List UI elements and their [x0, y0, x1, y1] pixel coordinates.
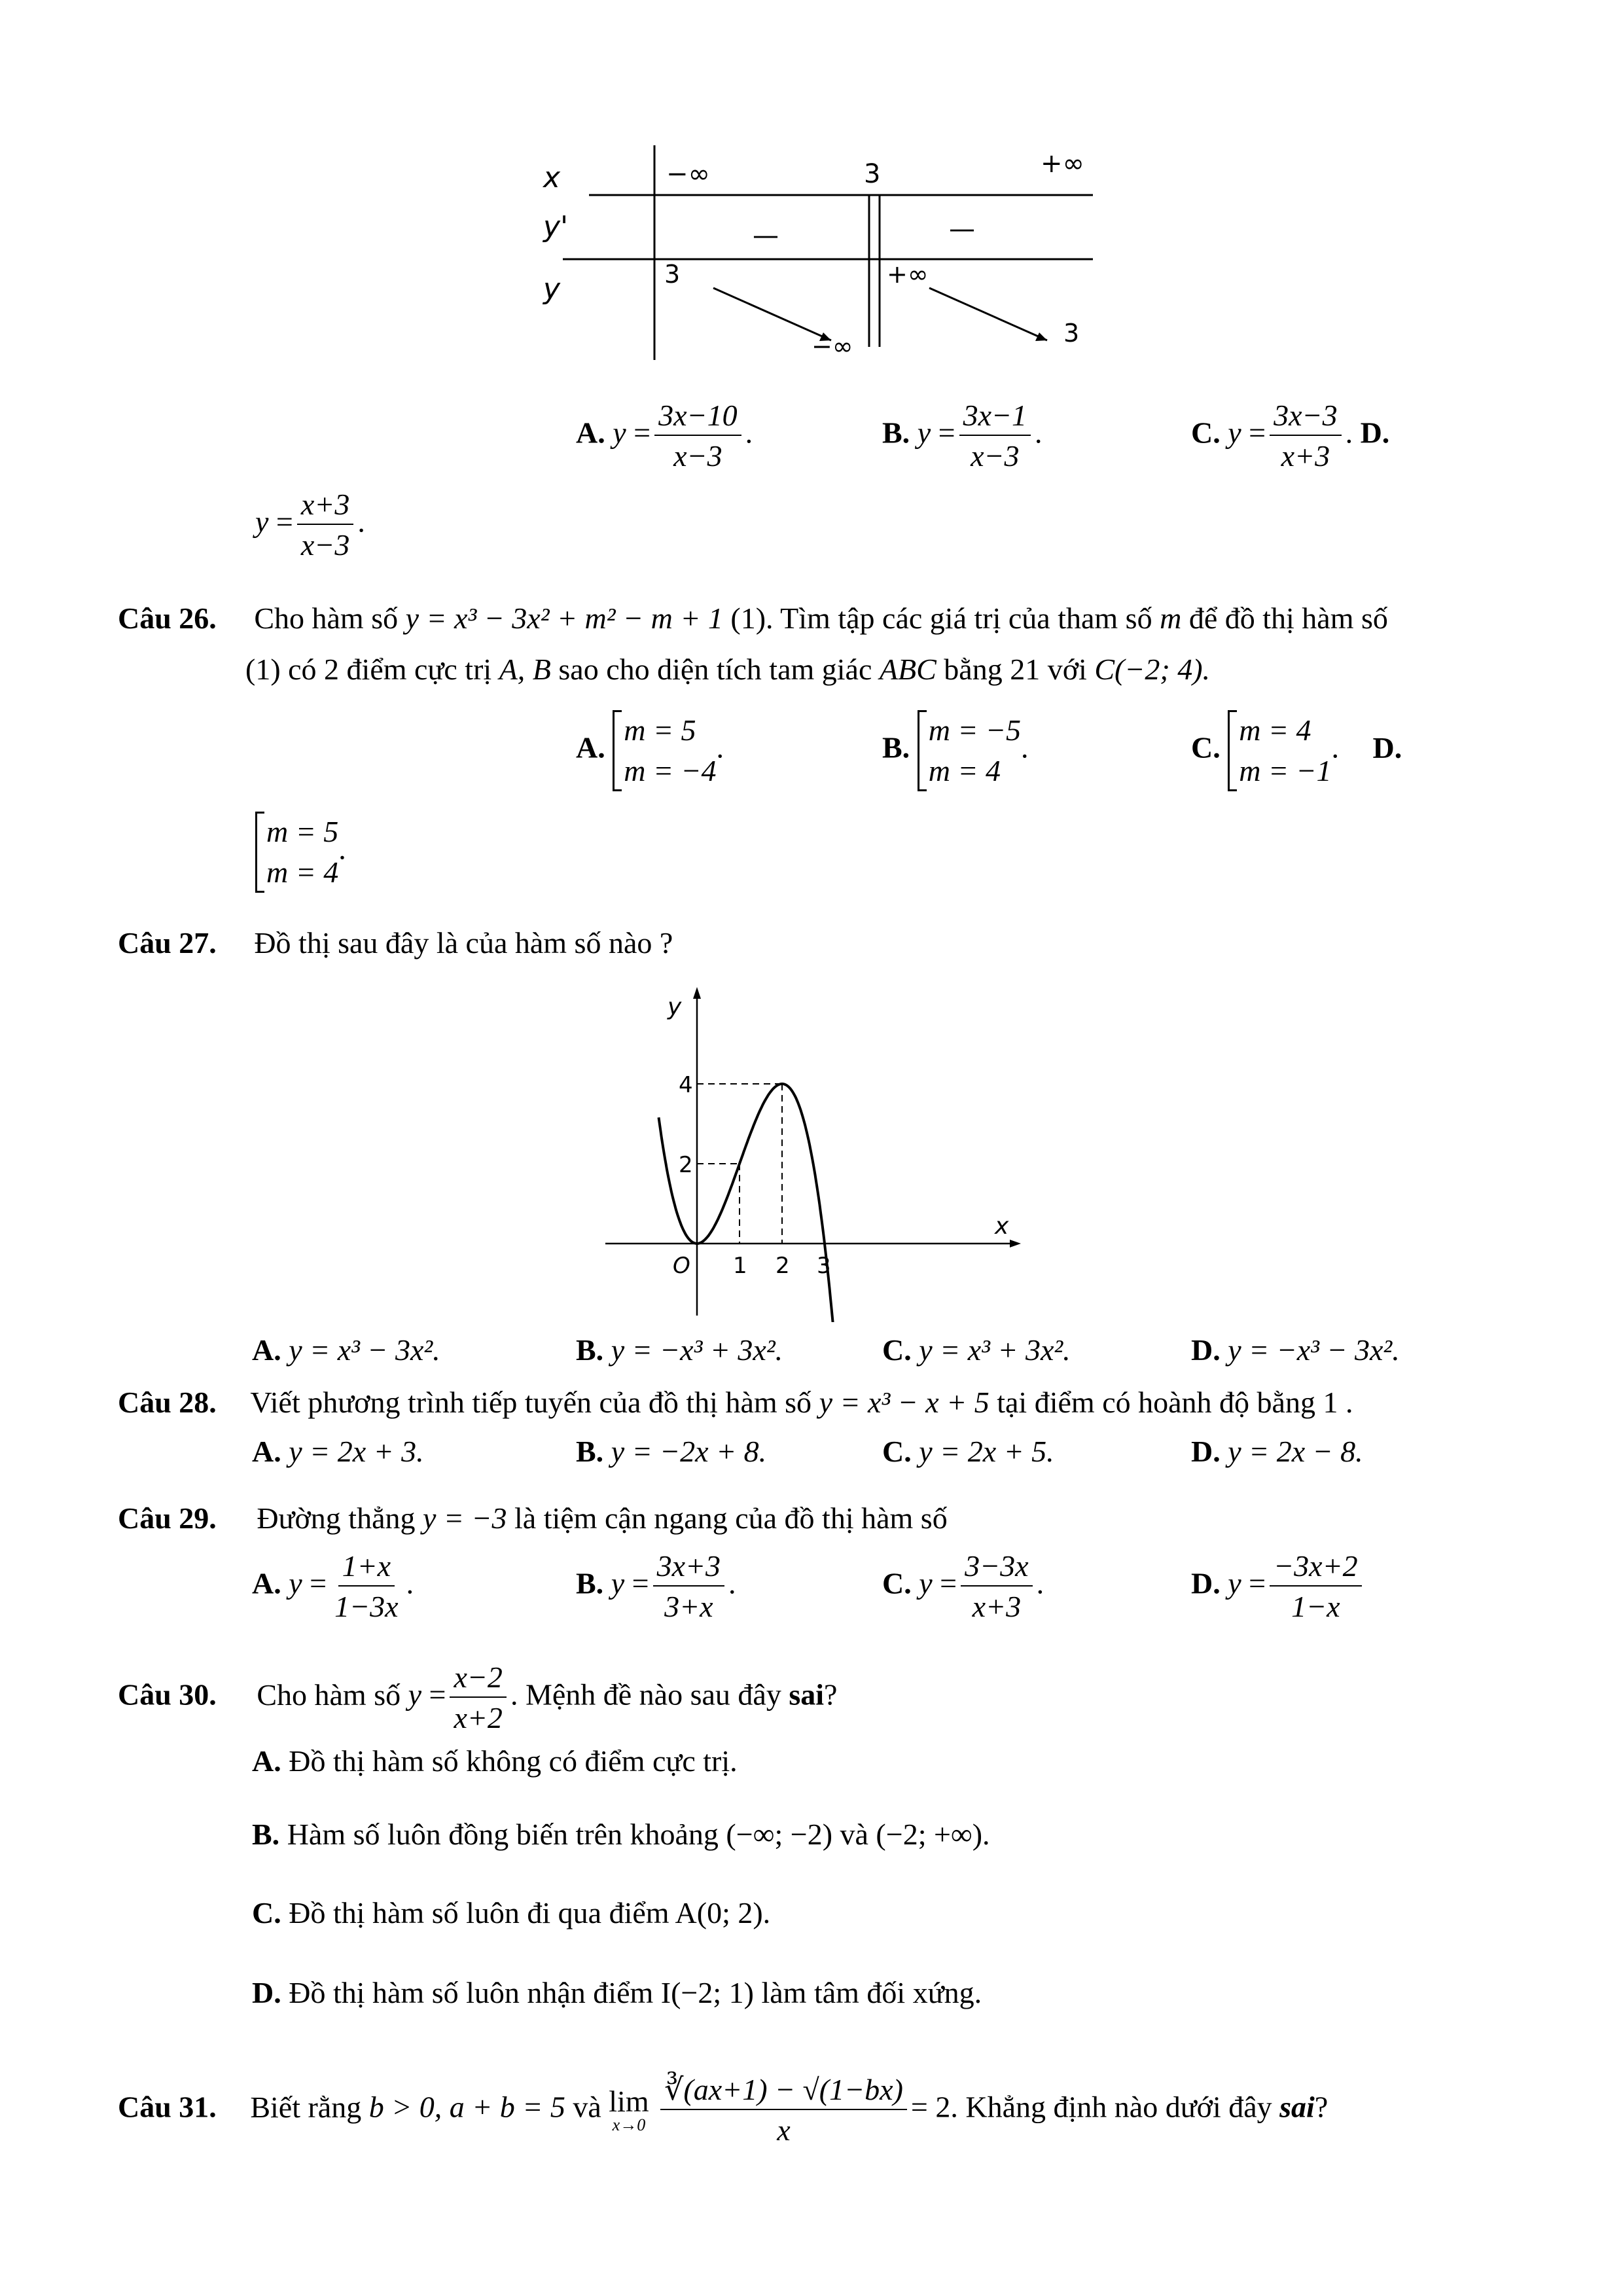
x-tick-1: 1 [733, 1253, 747, 1279]
origin-label: O [673, 1253, 690, 1279]
derivative-sign-right: — [949, 214, 975, 244]
q26-point-c: C(−2; 4). [1094, 653, 1211, 686]
q27-option-b[interactable]: B. y = −x³ + 3x². [576, 1333, 783, 1367]
derivative-sign-left: — [753, 221, 779, 251]
q25-option-d-label: D. [1360, 416, 1390, 450]
q30-question: Câu 30. Cho hàm số y = $\frac{x-2}{x+2}$ . Mệnh đề nào sau đây sai? [118, 1660, 838, 1734]
q26-label: Câu 26. [118, 601, 217, 635]
q29-option-d[interactable]: D. y = $\frac{-3x+2}{1-x}$ [1191, 1551, 1366, 1622]
y-right-end: 3 [1063, 319, 1080, 348]
x-minus-infinity: −∞ [666, 159, 710, 189]
q28-option-c[interactable]: C. y = 2x + 5. [882, 1435, 1054, 1468]
q31-limit: lim x→0 [609, 2085, 649, 2134]
q25-option-b[interactable]: B. y = $\frac{3x-1}{x-3}$ . [882, 399, 1043, 473]
x-plus-infinity: +∞ [1041, 149, 1084, 179]
row-y-label: y [543, 272, 561, 306]
y-axis-arrow [693, 987, 701, 999]
row-x-label: x [543, 161, 561, 194]
q26-option-a[interactable]: A. m = 5 m = −4 . [576, 710, 724, 791]
q31-label: Câu 31. [118, 2090, 217, 2124]
q25-option-c[interactable]: C. y = $\frac{3x-3}{x+3}$ . D. [1191, 399, 1390, 473]
q27-graph [599, 982, 1024, 1322]
cubic-graph [599, 982, 1024, 1322]
y-left-end: −∞ [812, 332, 853, 361]
q30-label: Câu 30. [118, 1677, 217, 1712]
y-left-start: 3 [664, 260, 681, 289]
q27-option-c[interactable]: C. y = x³ + 3x². [882, 1333, 1071, 1367]
q28-question: Câu 28. Viết phương trình tiếp tuyến của đồ thị hàm số y = x³ − x + 5 tại điểm có hoành độ bằng 1 . [118, 1386, 1353, 1419]
q30-sai-keyword: sai [789, 1677, 825, 1712]
x-tick-2: 2 [776, 1253, 790, 1279]
q27-option-a[interactable]: A. y = x³ − 3x². [252, 1333, 440, 1367]
q28-option-d[interactable]: D. y = 2x − 8. [1191, 1435, 1363, 1468]
q26-option-d-label: D. [1372, 730, 1402, 764]
q28-option-a[interactable]: A. y = 2x + 3. [252, 1435, 424, 1468]
y-right-start: +∞ [887, 260, 929, 289]
q29-option-a[interactable]: A. y = $\frac{1+x}{1-3x}$ . [252, 1549, 414, 1623]
y-tick-2: 2 [679, 1152, 693, 1178]
q30-option-c[interactable]: C. Đồ thị hàm số luôn đi qua điểm A(0; 2). [252, 1896, 771, 1929]
q26-line2: (1) có 2 điểm cực trị A, B sao cho diện tích tam giác ABC bằng 21 với C(−2; 4). [245, 653, 1211, 686]
q30-option-d[interactable]: D. Đồ thị hàm số luôn nhận điểm I(−2; 1) làm tâm đối xứng. [252, 1976, 982, 2009]
q29-line: y = −3 [423, 1501, 507, 1535]
q26-option-c[interactable]: C. m = 4 m = −1 . D. [1191, 710, 1402, 791]
x-tick-3: 3 [817, 1253, 831, 1279]
q25-option-a[interactable]: A. y = $\frac{3x-10}{x-3}$ . [576, 399, 753, 473]
q25-option-d[interactable]: y = $\frac{x+3}{x-3}$ . [255, 488, 365, 562]
q28-label: Câu 28. [118, 1386, 217, 1419]
q26-line1: Câu 26. Cho hàm số y = x³ − 3x² + m² − m + 1 (1). Tìm tập các giá trị của tham số m để đồ thị hàm số [118, 601, 1388, 635]
variation-table [524, 144, 1113, 367]
q28-option-b[interactable]: B. y = −2x + 8. [576, 1435, 767, 1468]
q26-option-d[interactable]: m = 5 m = 4 . [255, 812, 346, 893]
y-axis-label: y [668, 994, 682, 1020]
q26-option-b[interactable]: B. m = −5 m = 4 . [882, 710, 1029, 791]
y-tick-4: 4 [679, 1072, 693, 1098]
q31-question: Câu 31. Biết rằng b > 0, a + b = 5 và lim x→0 $\frac{∛(ax+1) - √(1-bx)}{x}$ = 2. Khẳng định nào dưới đây sai? [118, 2073, 1329, 2147]
q27-option-d[interactable]: D. y = −x³ − 3x². [1191, 1333, 1400, 1367]
q31-sai-keyword: sai [1279, 2090, 1315, 2124]
arrow-decreasing-right [929, 288, 1047, 340]
q28-function: y = x³ − x + 5 [819, 1386, 990, 1419]
q29-question: Câu 29. Đường thẳng y = −3 là tiệm cận ngang của đồ thị hàm số [118, 1501, 948, 1535]
q27-question: Câu 27. Đồ thị sau đây là của hàm số nào ? [118, 926, 673, 960]
q26-function: y = x³ − 3x² + m² − m + 1 [405, 601, 723, 635]
x-axis-arrow [1010, 1240, 1021, 1247]
row-yprime-label: y' [543, 210, 569, 243]
q29-option-c[interactable]: C. y = $\frac{3-3x}{x+3}$ . [882, 1549, 1044, 1623]
q29-option-b[interactable]: B. y = $\frac{3x+3}{3+x}$ . [576, 1549, 736, 1623]
q30-option-a[interactable]: A. Đồ thị hàm số không có điểm cực trị. [252, 1744, 738, 1778]
x-value-3: 3 [864, 159, 881, 189]
q27-label: Câu 27. [118, 926, 217, 960]
cubic-curve [659, 1084, 840, 1322]
q29-label: Câu 29. [118, 1501, 217, 1535]
x-axis-label: x [995, 1213, 1009, 1240]
q30-option-b[interactable]: B. Hàm số luôn đồng biến trên khoảng (−∞; −2) và (−2; +∞). [252, 1818, 990, 1851]
